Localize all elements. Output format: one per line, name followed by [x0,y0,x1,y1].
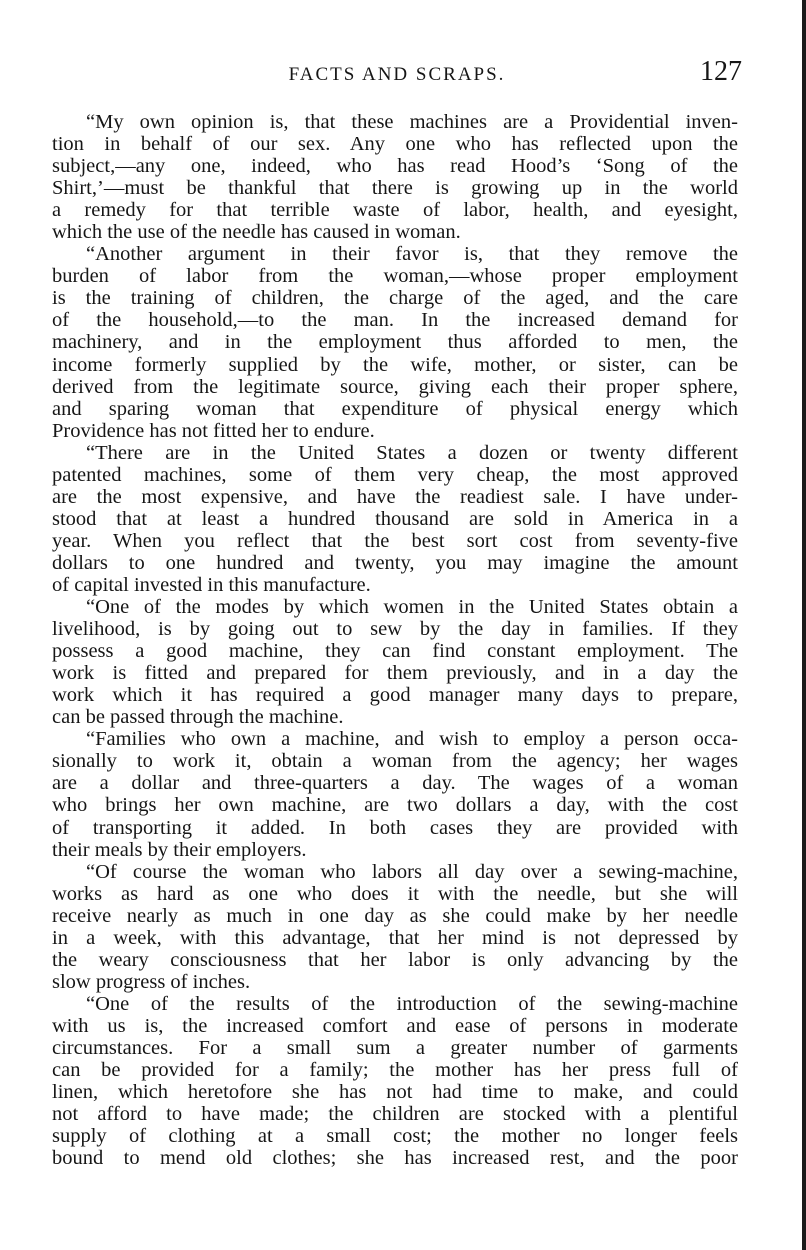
text-line: work which it has required a good manager many days to prepare, [52,684,738,707]
text-line: and sparing woman that expenditure of physical energy which [52,397,738,420]
text-line: linen, which heretofore she has not had time to make, and could [52,1081,738,1104]
text-line: of capital invested in this manufacture. [52,573,371,596]
paragraph [52,728,738,860]
body-text [52,111,738,1169]
text-line: a remedy for that terrible waste of labor, health, and eyesight, [52,199,738,222]
text-line: who brings her own machine, are two dollars a day, with the cost [52,794,738,817]
text-line: supply of clothing at a small cost; the mother no longer feels [52,1125,738,1148]
text-line: income formerly supplied by the wife, mother, or sister, can be [52,353,738,376]
page-header [52,56,742,96]
paragraph [52,861,738,993]
text-line: can be provided for a family; the mother has her press full of [52,1059,738,1082]
text-line: their meals by their employers. [52,838,307,861]
paragraph [52,243,738,441]
text-line: “Families who own a machine, and wish to employ a person occa- [86,728,738,751]
paragraph [52,442,738,596]
page-edge-border [802,0,806,1250]
text-line: tion in behalf of our sex. Any one who has reflected upon the [52,133,738,156]
text-line: “One of the results of the introduction of the sewing-machine [86,992,738,1015]
text-line: is the training of children, the charge of the aged, and the care [52,287,738,310]
text-line: Shirt,’—must be thankful that there is growing up in the world [52,177,738,200]
text-line: not afford to have made; the children are stocked with a plentiful [52,1103,738,1126]
text-line: “My own opinion is, that these machines are a Providential inven- [86,111,738,133]
text-line: circumstances. For a small sum a greater number of garments [52,1036,738,1059]
text-line: works as hard as one who does it with the needle, but she will [52,882,738,905]
text-line: subject,—any one, indeed, who has read Hood’s ‘Song of the [52,155,738,178]
paragraph [52,111,738,243]
paragraph [52,993,738,1169]
text-line: derived from the legitimate source, giving each their proper sphere, [52,375,738,398]
text-line: of the household,—to the man. In the increased demand for [52,309,738,332]
text-line: receive nearly as much in one day as she could make by her needle [52,904,738,927]
page-number: 127 [700,56,742,87]
text-line: which the use of the needle has caused in woman. [52,221,461,244]
text-line: the weary consciousness that her labor is only advancing by the [52,948,738,971]
text-line: “There are in the United States a dozen or twenty different [86,441,738,464]
text-line: livelihood, is by going out to sew by the day in families. If they [52,618,738,641]
text-line: dollars to one hundred and twenty, you may imagine the amount [52,551,738,574]
text-line: of transporting it added. In both cases they are provided with [52,816,738,839]
text-line: work is fitted and prepared for them previously, and in a day the [52,662,738,685]
running-title: FACTS AND SCRAPS. [288,64,506,85]
text-line: are a dollar and three-quarters a day. The wages of a woman [52,772,738,795]
paragraph [52,596,738,728]
text-line: slow progress of inches. [52,970,251,993]
text-line: in a week, with this advantage, that her mind is not depressed by [52,926,738,949]
text-line: “One of the modes by which women in the United States obtain a [86,596,738,619]
text-line: Providence has not fitted her to endure. [52,419,375,442]
text-line: “Another argument in their favor is, that they remove the [86,243,738,266]
text-line: stood that at least a hundred thousand are sold in America in a [52,507,738,530]
text-line: “Of course the woman who labors all day over a sewing-machine, [86,860,738,883]
text-line: burden of labor from the woman,—whose proper employment [52,265,738,288]
text-line: are the most expensive, and have the readiest sale. I have under- [52,485,738,508]
text-line: bound to mend old clothes; she has increased rest, and the poor [52,1147,738,1170]
text-line: year. When you reflect that the best sort cost from seventy-five [52,529,738,552]
text-line: possess a good machine, they can find constant employment. The [52,640,738,663]
text-line: with us is, the increased comfort and ease of persons in moderate [52,1014,738,1037]
text-line: sionally to work it, obtain a woman from the agency; her wages [52,750,738,773]
text-line: machinery, and in the employment thus afforded to men, the [52,331,738,354]
text-line: patented machines, some of them very cheap, the most approved [52,463,738,486]
text-line: can be passed through the machine. [52,706,344,729]
